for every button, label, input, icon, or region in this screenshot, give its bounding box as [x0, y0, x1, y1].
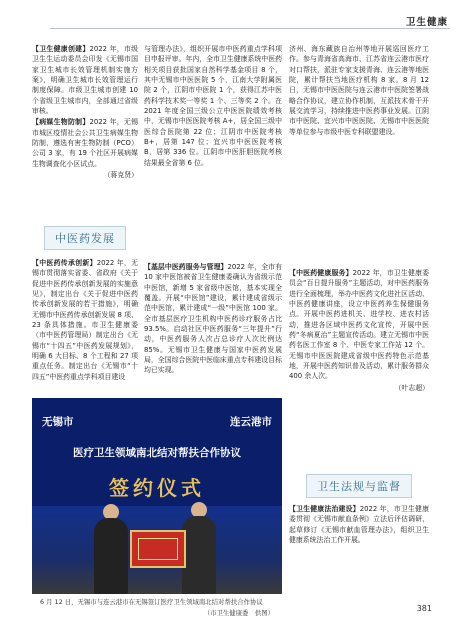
agreement-plaque: [130, 530, 186, 568]
article-column-6: [289, 268, 429, 394]
paragraph-lead: 【基层中医药服务与管理】: [144, 263, 228, 271]
paragraph: [32, 258, 138, 382]
article-column-3: [144, 44, 282, 169]
paragraph-lead: 【中医药传承创新】: [32, 259, 97, 267]
paragraph: [32, 44, 138, 116]
photo-banner-title: 医疗卫生领域南北结对帮扶合作协议: [73, 447, 241, 459]
author-note: （蒋克贤）: [103, 171, 138, 180]
paragraph-text: 2022 年，无锡市城区疫情社会公共卫生病媒生物防制，遵选有害生物防制（PCO）公司 3 家，有 19 个社区开展病媒生物调查化小区试点。: [32, 118, 138, 168]
photo-city-right: 连云港市: [230, 416, 272, 428]
article-column-1: [32, 44, 138, 181]
paragraph-lead: 【卫生健康创建】: [32, 45, 90, 53]
person-figure: [182, 516, 216, 594]
article-column-5: [289, 44, 429, 138]
section-heading-regulation: [289, 474, 429, 498]
paragraph-text: 2022 年，市级卫生生运动委员会印发《无锡市国家卫生城市长效管理机制实施方案》，明确卫生城市长效管理运行制度保障。市级卫生城市创建 10 个省级卫生城市内，全部通过省级审核。: [32, 45, 138, 116]
paragraph-lead: 【卫生健康法治建设】: [289, 505, 360, 513]
signing-ceremony-photo: [32, 398, 282, 594]
paragraph-text: 济州、海东藏族自治州等地开展巡回医疗工作。参与青海省高海市、江苏省连云港市医疗对口帮扶，派驻专家支援青海、连云港等地医院，累计帮扶当地医疗机构 8 家。8 月 12 日，无锡市中医医院与连云港市中医院签署战略合作协议，建立协作机制，互派技术骨干开展交流学习，持续推进中医药事业发展。江阴市中医院、宜兴市中医医院、无锡市中医医院等单位参与市级中医专科联盟建设。: [289, 45, 429, 136]
paragraph-text: 2022 年，市卫生健康委员会“百日提升服务”主题活动，对中医药服务进行全面梳理，举办中医药文化进社区活动、中医药健康讲座，设立中医药养生保健服务点。开展中医药进机关、进学校、进农村活动，推进各区域中医药文化宣传，开展中医药“冬病夏治”主题宣传活动。建立无锡市中医药名医工作室 8 个、中医专家工作站 12 个。无锡市中医医院建成省级中医药特色示范基地，开展中医药知识普及活动，累计服务群众 400 余人次。: [289, 269, 429, 381]
paragraph-text: 2022 年，全市有 10 家中医馆被省卫生健康委确认为省级示范中医馆，新增 5 家省级中医馆，基本实现全覆盖。开展“中医馆”建设，累计建成省级示范中医馆，累计建成“一级”中医馆 100 家。全市基层医疗卫生机构中医药诊疗服务占比 93.5%。启动社区中医药服务“三年提升”行动，中医药服务人次占总诊疗人次比例达 85%。无锡市卫生健康与国家中医药发展局，全国综合医院中医临床重点专科建设目标均已实现。: [144, 263, 282, 375]
photo-caption: [40, 598, 274, 618]
header-rule: [50, 28, 450, 29]
paragraph: [289, 268, 429, 382]
paragraph: [32, 117, 138, 169]
paragraph: [289, 44, 429, 137]
section-heading-label: 卫生法规与监督: [306, 474, 412, 498]
paragraph: [144, 44, 282, 168]
paragraph-lead: 【中医药健康服务】: [289, 269, 353, 277]
section-heading-tcm: [32, 226, 138, 250]
article-column-7: [289, 504, 429, 546]
page-header-title: 卫生健康: [405, 17, 448, 28]
paragraph-lead: 【病媒生物防制】: [32, 118, 90, 127]
paragraph-text: 与管理办法》，组织开展市中医药重点学科项目申报评审。年内，全市卫生健康系统中医药相关项目获批国家自然科学基金项目 8 个，其中无锡市中医医院 5 个，江南大学附属医院 2 个，江阴市中医院 1 个，获得江苏中医药科学技术奖一等奖 1 个、三等奖 2 个。在 2021 年度全国三级公立中医医院绩效考核中，无锡市中医医院考核 A+，居全国三级中医综合医院第 22 位；江阴市中医院考核 B+，居第 147 位；宜兴市中医医院考核 B，居第 336 位。江阴市中医肝胆医院考核结果最全省第 6 位。: [144, 45, 282, 167]
page-number: 381: [416, 604, 432, 613]
person-figure: [94, 518, 128, 594]
section-heading-label: 中医药发展: [44, 226, 126, 250]
author-note: （叶志超）: [394, 383, 429, 392]
paragraph-text: 2022 年，市卫生健康委贯彻《无锡市献血条例》立法后评估调研，起草修订《无锡市献血管理办法》，组织卫生健康系统法治工作开展。: [289, 505, 429, 545]
caption-text: 6 月 12 日，无锡市与连云港市在无锡签订医疗卫生领域南北结对帮扶合作协议: [40, 598, 263, 606]
paragraph: [289, 504, 429, 545]
caption-credit: （市卫生健康委 供图）: [203, 609, 274, 617]
photo-banner-subtitle: 签约仪式: [109, 476, 205, 500]
article-column-2: [32, 258, 138, 383]
photo-city-left: 无锡市: [42, 416, 74, 428]
paragraph-text: 2022 年，无锡市贯彻落实省委、省政府《关于促进中医药传承创新发展的实施意见》，制定出台《关于促进中医药传承创新发展的若干措施》，明确无锡市中医药传承创新发展 8 项、23 条具体措施。市卫生健康委（市中医药管理局）制定出台《无锡市“十四五”中医药发展规划》，明确 6 大目标、8 个工程和 27 项重点任务。制定出台《无锡市“十四五”中医药重点学科项目建设: [32, 259, 138, 381]
paragraph: [144, 262, 282, 376]
article-column-4: [144, 262, 282, 377]
